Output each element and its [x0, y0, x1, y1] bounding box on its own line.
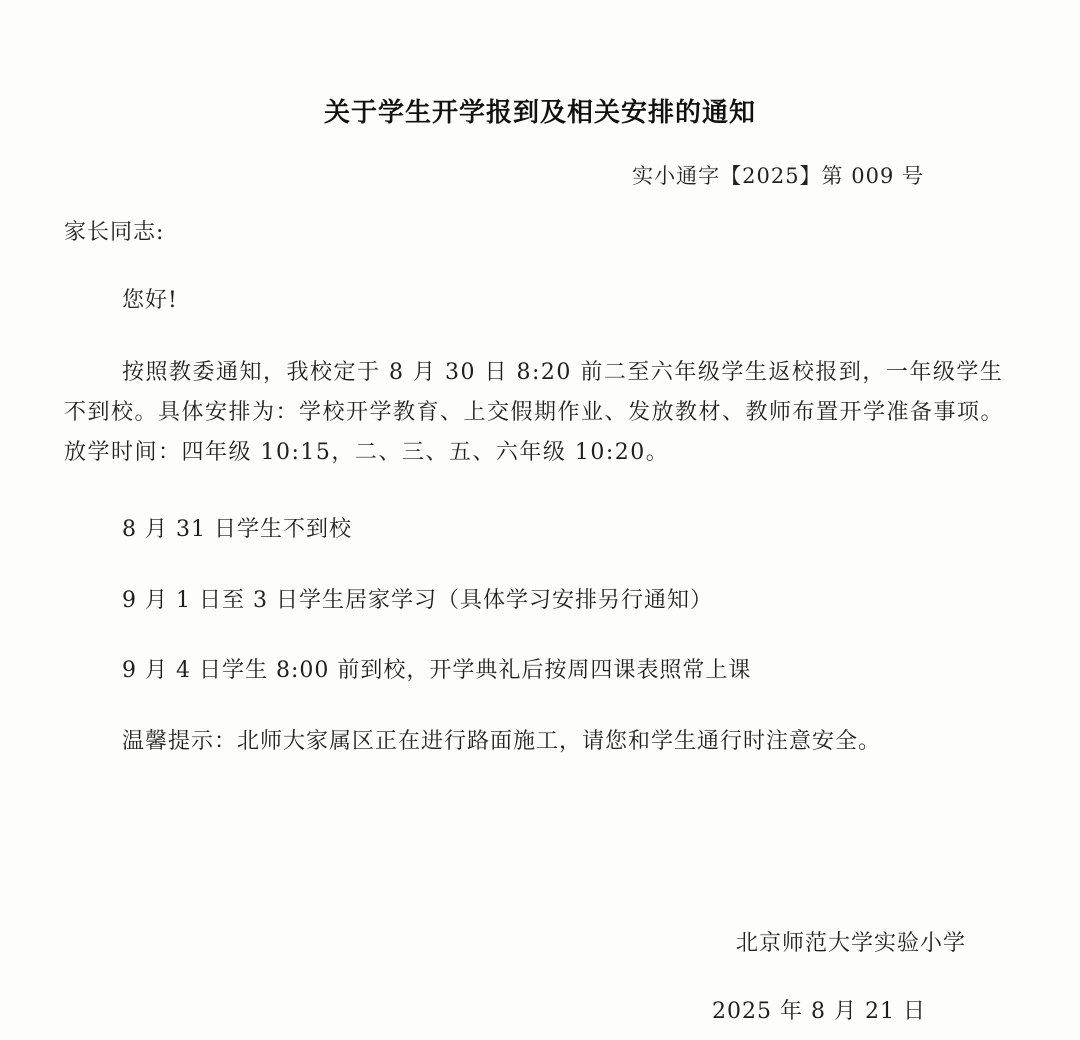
greeting: 您好!: [122, 288, 178, 313]
safety-reminder: 温馨提示：北师大家属区正在进行路面施工，请您和学生通行时注意安全。: [122, 729, 882, 754]
schedule-line-sep4: 9 月 4 日学生 8:00 前到校，开学典礼后按周四课表照常上课: [122, 658, 752, 683]
schedule-line-aug31: 8 月 31 日学生不到校: [122, 517, 352, 542]
main-paragraph: 按照教委通知，我校定于 8 月 30 日 8:20 前二至六年级学生返校报到，一年级学生不到校。具体安排为：学校开学教育、上交假期作业、发放教材、教师布置开学准备事项。放学时间：四年级 10:15，二、三、五、六年级 10:20。: [64, 360, 1005, 465]
notice-title: 关于学生开学报到及相关安排的通知: [323, 98, 756, 128]
signature-organization: 北京师范大学实验小学: [735, 931, 966, 956]
document-number: 实小通字【2025】第 009 号: [632, 164, 924, 188]
signature-date: 2025 年 8 月 21 日: [712, 999, 926, 1024]
salutation: 家长同志:: [64, 220, 165, 245]
schedule-line-sep1-3: 9 月 1 日至 3 日学生居家学习（具体学习安排另行通知）: [122, 588, 713, 613]
